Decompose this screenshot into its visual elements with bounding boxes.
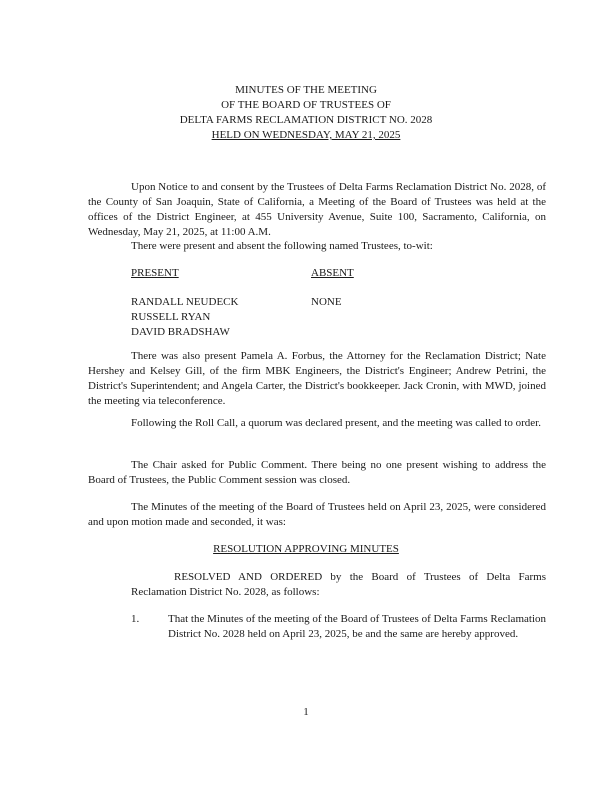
- present-list: [131, 295, 238, 340]
- roll-call-paragraph: Following the Roll Call, a quorum was declared present, and the meeting was called to order.: [131, 417, 541, 429]
- public-comment-text: The Chair asked for Public Comment. There being no one present wishing to address the Board of Trustees, the Public Comment session was closed.: [88, 459, 546, 486]
- notice-paragraph: [88, 180, 546, 239]
- present-header: PRESENT: [131, 267, 179, 279]
- title-line-3: DELTA FARMS RECLAMATION DISTRICT NO. 2028: [179, 114, 433, 126]
- also-present-paragraph: [88, 349, 546, 408]
- absent-header: ABSENT: [311, 267, 354, 279]
- resolution-item-number: 1.: [131, 613, 140, 625]
- title-line-2: OF THE BOARD OF TRUSTEES OF: [221, 99, 391, 111]
- resolution-item-text: That the Minutes of the meeting of the Board of Trustees of Delta Farms Reclamation District No. 2028 held on April 23, 2025, be and the same are hereby approved.: [168, 613, 546, 640]
- present-intro-paragraph: There were present and absent the following named Trustees, to-wit:: [131, 240, 433, 252]
- minutes-text: The Minutes of the meeting of the Board of Trustees held on April 23, 2025, were considered and upon motion made and seconded, it was:: [88, 501, 546, 528]
- title-line-4: HELD ON WEDNESDAY, MAY 21, 2025: [211, 129, 401, 141]
- absent-trustee: NONE: [311, 296, 342, 308]
- present-trustee: DAVID BRADSHAW: [131, 326, 230, 338]
- resolved-paragraph: [131, 570, 546, 600]
- present-trustee: RANDALL NEUDECK: [131, 296, 239, 308]
- document-title: [0, 83, 612, 143]
- page-number: 1: [303, 706, 309, 718]
- resolved-text: RESOLVED AND ORDERED by the Board of Trustees of Delta Farms Reclamation District No. 2028, as follows:: [131, 571, 546, 598]
- title-line-1: MINUTES OF THE MEETING: [235, 84, 377, 96]
- notice-text: Upon Notice to and consent by the Trustees of Delta Farms Reclamation District No. 2028, of the County of San Joaquin, State of California, a Meeting of the Board of Trustees was held at the offices of the District Engineer, at 455 University Avenue, Suite 100, Sacramento, California, on Wednesday, May 21, 2025, at 11:00 A.M.: [88, 181, 546, 238]
- absent-list: [311, 295, 342, 310]
- also-present-text: There was also present Pamela A. Forbus, the Attorney for the Reclamation District; Nate Hershey and Kelsey Gill, of the firm MBK Engineers, the District's Engineer; Andrew Petrini, the District's Superintendent; and Angela Carter, the District's bookkeeper. Jack Cronin, with MWD, joined the meeting via teleconference.: [88, 350, 546, 407]
- minutes-paragraph: [88, 500, 546, 530]
- present-trustee: RUSSELL RYAN: [131, 311, 211, 323]
- public-comment-paragraph: [88, 458, 546, 488]
- resolution-heading: RESOLUTION APPROVING MINUTES: [213, 543, 399, 555]
